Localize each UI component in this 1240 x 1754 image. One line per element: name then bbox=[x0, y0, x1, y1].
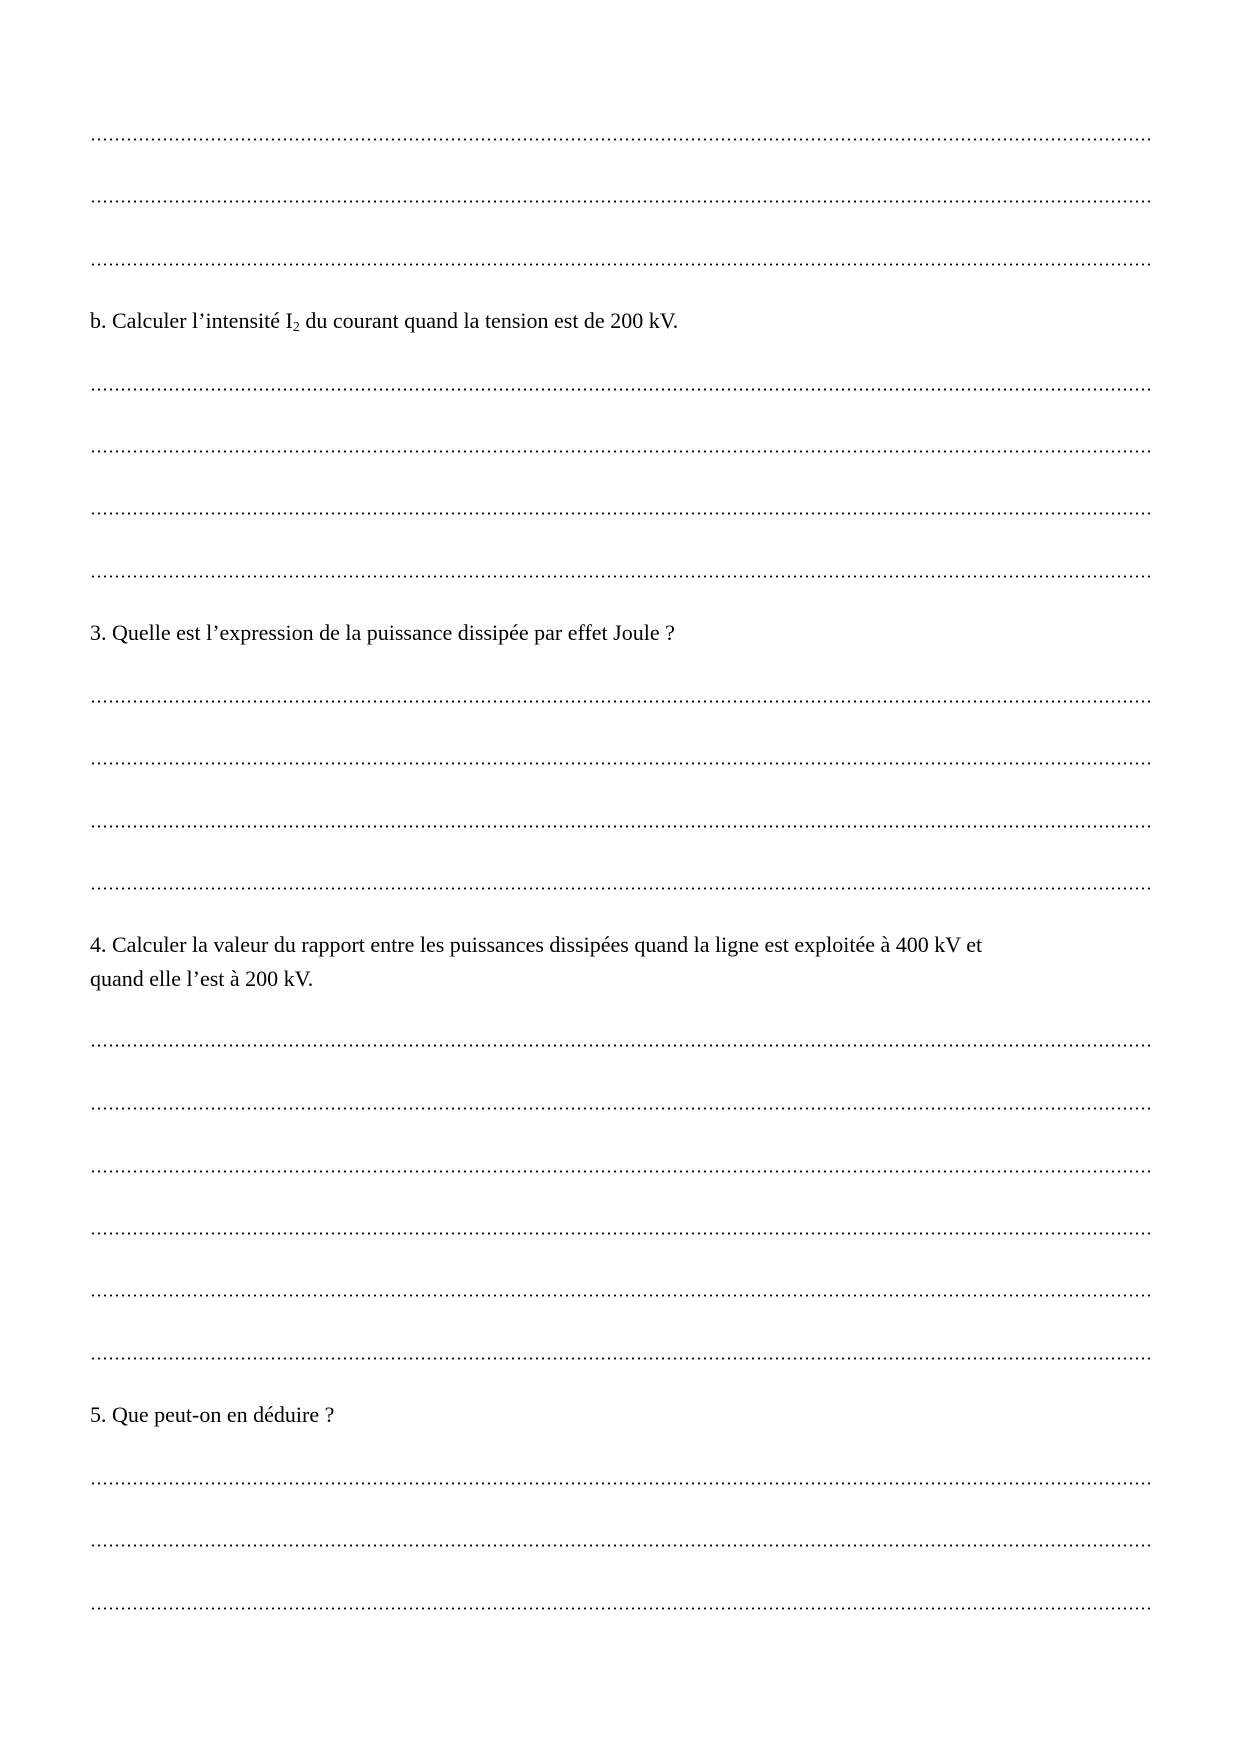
answer-line[interactable] bbox=[90, 1294, 1154, 1297]
question-2b-suffix: du courant quand la tension est de 200 kV. bbox=[299, 308, 679, 333]
answer-line[interactable] bbox=[90, 1170, 1154, 1173]
answer-line[interactable] bbox=[90, 1482, 1154, 1485]
question-3: 3. Quelle est l’expression de la puissance dissipée par effet Joule ? bbox=[90, 620, 675, 645]
question-4-line-1: 4. Calculer la valeur du rapport entre les puissances dissipées quand la ligne est exploitée à 400 kV et bbox=[90, 932, 983, 957]
answer-line[interactable] bbox=[90, 1232, 1154, 1235]
answer-line[interactable] bbox=[90, 263, 1154, 266]
question-2b bbox=[90, 305, 1154, 337]
question-4-line-2: quand elle l’est à 200 kV. bbox=[90, 966, 314, 991]
answer-line[interactable] bbox=[90, 1044, 1154, 1047]
answer-line[interactable] bbox=[90, 575, 1154, 578]
answer-line[interactable] bbox=[90, 1357, 1154, 1360]
answer-line[interactable] bbox=[90, 388, 1154, 391]
answer-line[interactable] bbox=[90, 887, 1154, 890]
answer-line[interactable] bbox=[90, 450, 1154, 453]
question-2b-subscript: 2 bbox=[292, 320, 300, 335]
answer-line[interactable] bbox=[90, 1607, 1154, 1610]
answer-line[interactable] bbox=[90, 200, 1154, 203]
answer-line[interactable] bbox=[90, 1544, 1154, 1547]
answer-line[interactable] bbox=[90, 825, 1154, 828]
answer-line[interactable] bbox=[90, 512, 1154, 515]
answer-line[interactable] bbox=[90, 138, 1154, 141]
question-5: 5. Que peut-on en déduire ? bbox=[90, 1402, 335, 1427]
answer-line[interactable] bbox=[90, 762, 1154, 765]
question-2b-prefix: b. Calculer l’intensité I bbox=[90, 308, 293, 333]
answer-line[interactable] bbox=[90, 1107, 1154, 1110]
answer-line[interactable] bbox=[90, 700, 1154, 703]
